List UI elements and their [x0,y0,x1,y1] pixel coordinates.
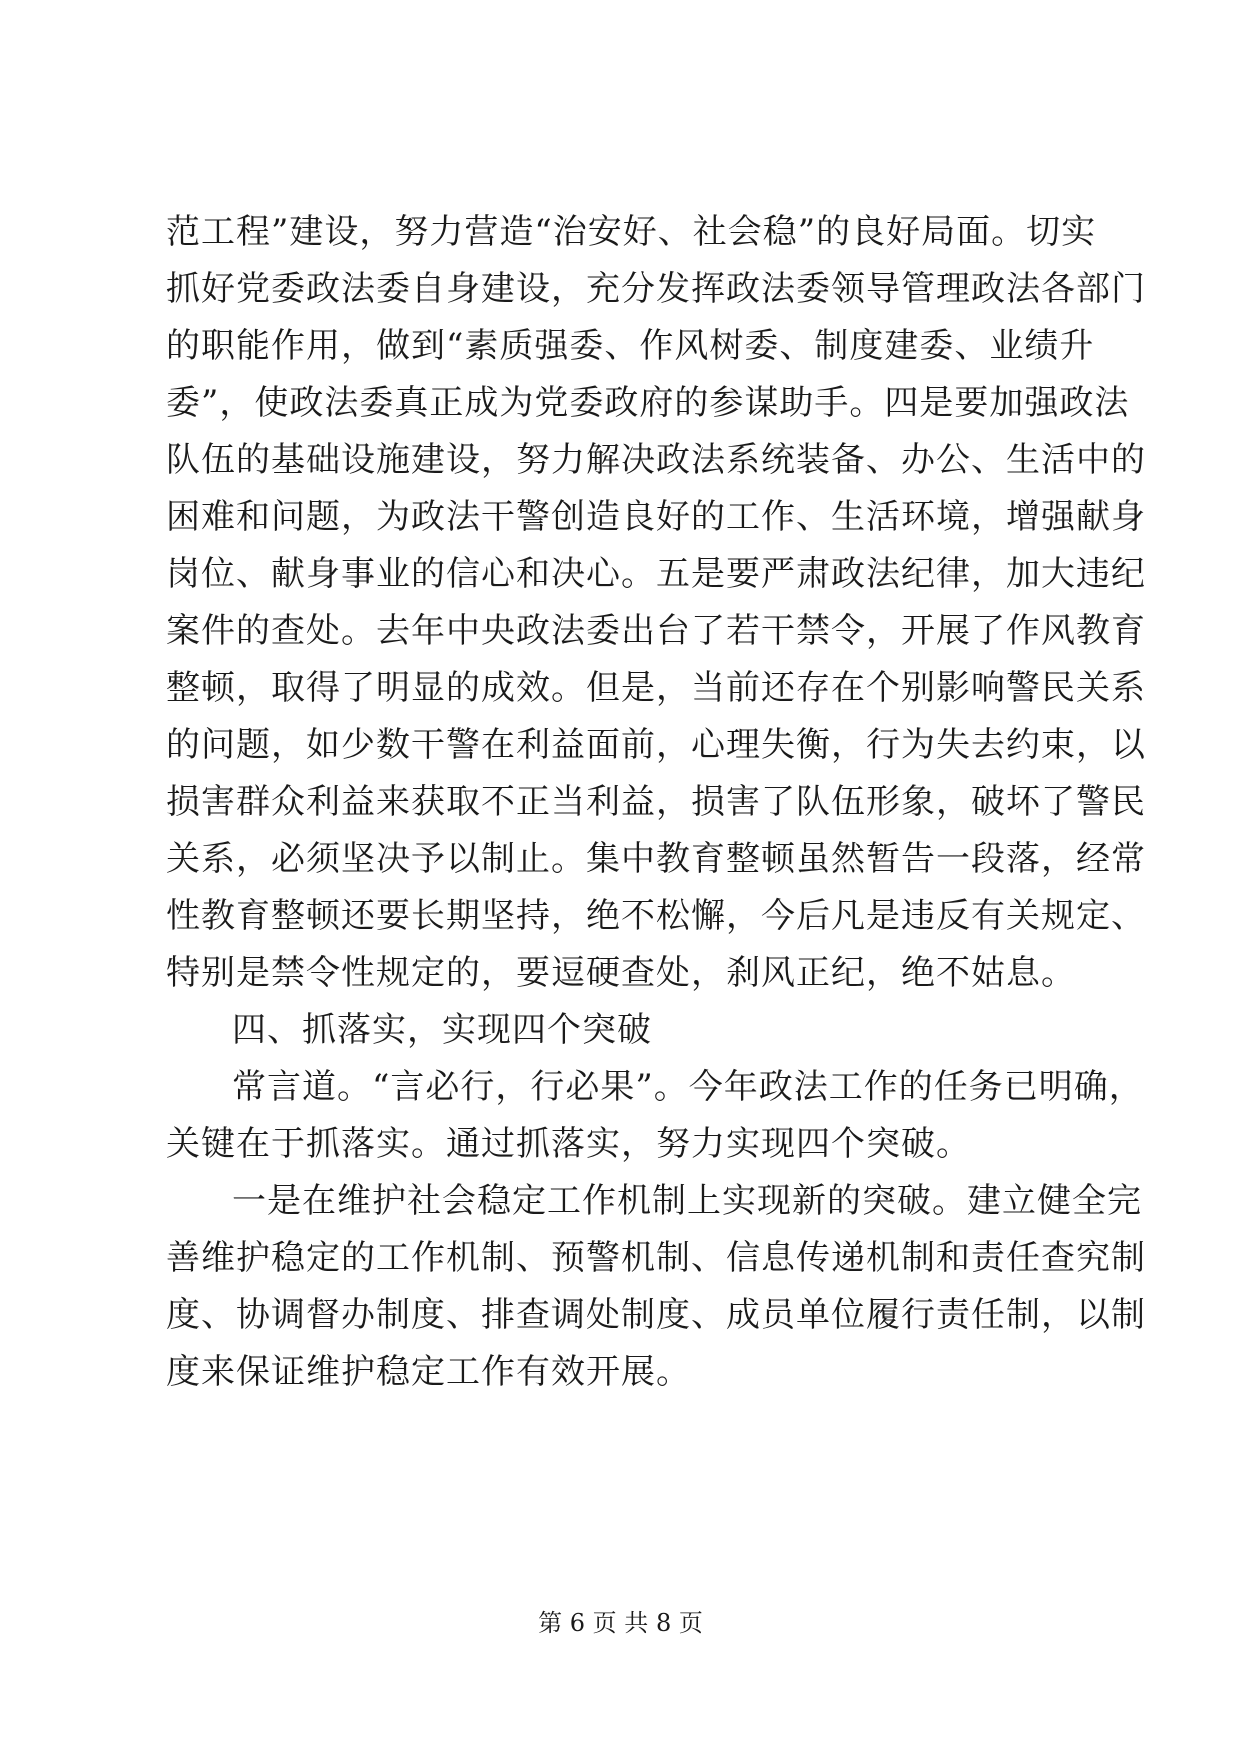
paragraph-line: 的职能作用，做到“素质强委、作风树委、制度建委、业绩升 [166,326,1095,366]
paragraph-line: 特别是禁令性规定的，要逗硬查处，刹风正纪，绝不姑息。 [166,953,1076,993]
paragraph-line: 困难和问题，为政法干警创造良好的工作、生活环境，增强献身 [166,497,1146,537]
paragraph-line: 队伍的基础设施建设，努力解决政法系统装备、办公、生活中的 [166,440,1146,480]
paragraph-line: 关键在于抓落实。通过抓落实，努力实现四个突破。 [166,1124,971,1164]
paragraph-line: 常言道。“言必行，行必果”。今年政法工作的任务已明确， [232,1067,1144,1107]
paragraph-line: 度来保证维护稳定工作有效开展。 [166,1352,691,1392]
section-heading: 四、抓落实，实现四个突破 [232,1010,652,1050]
paragraph-line: 整顿，取得了明显的成效。但是，当前还存在个别影响警民关系 [166,668,1146,708]
paragraph-line: 案件的查处。去年中央政法委出台了若干禁令，开展了作风教育 [166,611,1146,651]
paragraph-line: 委”，使政法委真正成为党委政府的参谋助手。四是要加强政法 [166,383,1130,423]
paragraph-line: 善维护稳定的工作机制、预警机制、信息传递机制和责任查究制 [166,1238,1146,1278]
paragraph-line: 损害群众利益来获取不正当利益，损害了队伍形象，破坏了警民 [166,782,1146,822]
paragraph-line: 性教育整顿还要长期坚持，绝不松懈，今后凡是违反有关规定、 [166,896,1146,936]
paragraph-line: 度、协调督办制度、排查调处制度、成员单位履行责任制，以制 [166,1295,1146,1335]
paragraph-line: 关系，必须坚决予以制止。集中教育整顿虽然暂告一段落，经常 [166,839,1146,879]
paragraph-line: 一是在维护社会稳定工作机制上实现新的突破。建立健全完 [232,1181,1142,1221]
paragraph-line: 范工程”建设，努力营造“治安好、社会稳”的良好局面。切实 [166,212,1097,252]
paragraph-line: 的问题，如少数干警在利益面前，心理失衡，行为失去约束，以 [166,725,1146,765]
paragraph-line: 抓好党委政法委自身建设，充分发挥政法委领导管理政法各部门 [166,269,1146,309]
paragraph-line: 岗位、献身事业的信心和决心。五是要严肃政法纪律，加大违纪 [166,554,1146,594]
page-footer: 第 6 页 共 8 页 [538,1609,703,1637]
